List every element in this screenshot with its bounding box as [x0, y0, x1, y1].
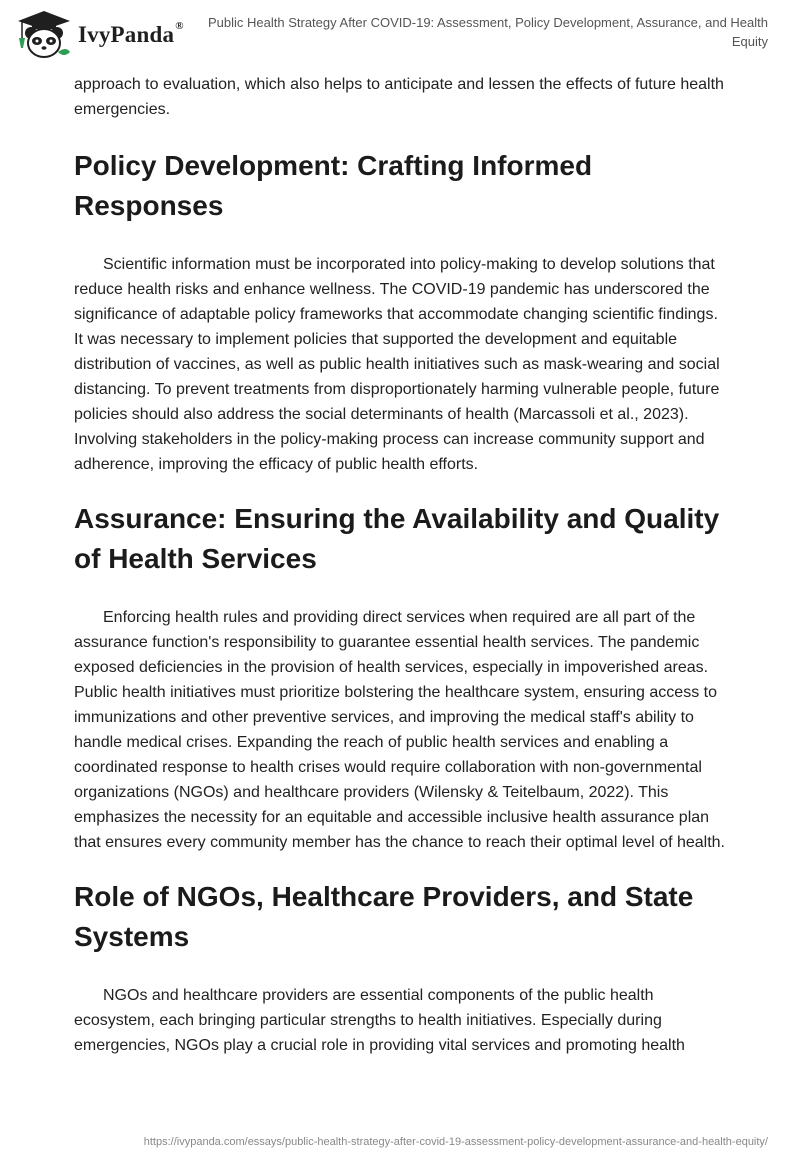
section-paragraph-role-of-ngos: NGOs and healthcare providers are essential components of the public health ecosystem, each bringing particular strengths to health initiatives. Especially during emergencies, NGOs play a crucial role in providing vital services and promoting health: [74, 987, 685, 1054]
section-paragraph-assurance: Enforcing health rules and providing direct services when required are all part of the assurance function's responsibility to guarantee essential health services. The pandemic exposed deficiencies in the provision of health services, especially in impoverished areas. Public health initiatives must prioritize bolstering the healthcare system, ensuring access to immunizations and other preventive services, and improving the medical staff's ability to handle medical crises. Expanding the reach of public health services and enabling a coordinated response to health crises would require collaboration with non-governmental organizations (NGOs) and healthcare providers (Wilensky & Teitelbaum, 2022). This emphasizes the necessity for an equitable and accessible inclusive health assurance plan that ensures every community member has the chance to reach their optimal level of health.: [74, 609, 725, 851]
brand-name-text: IvyPanda: [78, 22, 175, 47]
section-paragraph-policy-development: Scientific information must be incorporated into policy-making to develop solutions that reduce health risks and enhance wellness. The COVID-19 pandemic has underscored the significance of adaptable policy frameworks that accommodate changing scientific findings. It was necessary to implement policies that supported the development and equitable distribution of vaccines, as well as public health initiatives such as mask-wearing and social distancing. To prevent treatments from disproportionately harming vulnerable people, future policies should also address the social determinants of health (Marcassoli et al., 2023). Involving stakeholders in the policy-making process can increase community support and adherence, improving the efficacy of public health efforts.: [74, 256, 720, 473]
section-heading-role-of-ngos: Role of NGOs, Healthcare Providers, and State Systems: [74, 881, 694, 952]
panda-graduate-icon: [14, 8, 74, 60]
section-heading-assurance: Assurance: Ensuring the Availability and Quality of Health Services: [74, 503, 720, 574]
registered-mark: ®: [175, 20, 184, 32]
page-header: [0, 0, 800, 60]
source-url[interactable]: https://ivypanda.com/essays/public-health-strategy-after-covid-19-assessment-policy-development-assurance-and-health-equity/: [143, 1136, 768, 1148]
ivypanda-logo[interactable]: [14, 8, 184, 60]
intro-paragraph: approach to evaluation, which also helps to anticipate and lessen the effects of future health emergencies.: [74, 76, 724, 118]
section-heading-policy-development: Policy Development: Crafting Informed Responses: [74, 150, 593, 221]
document-title: Public Health Strategy After COVID-19: Assessment, Policy Development, Assurance, and Health Equity: [208, 15, 768, 49]
brand-name: [78, 22, 184, 48]
essay-content: [74, 72, 730, 1058]
